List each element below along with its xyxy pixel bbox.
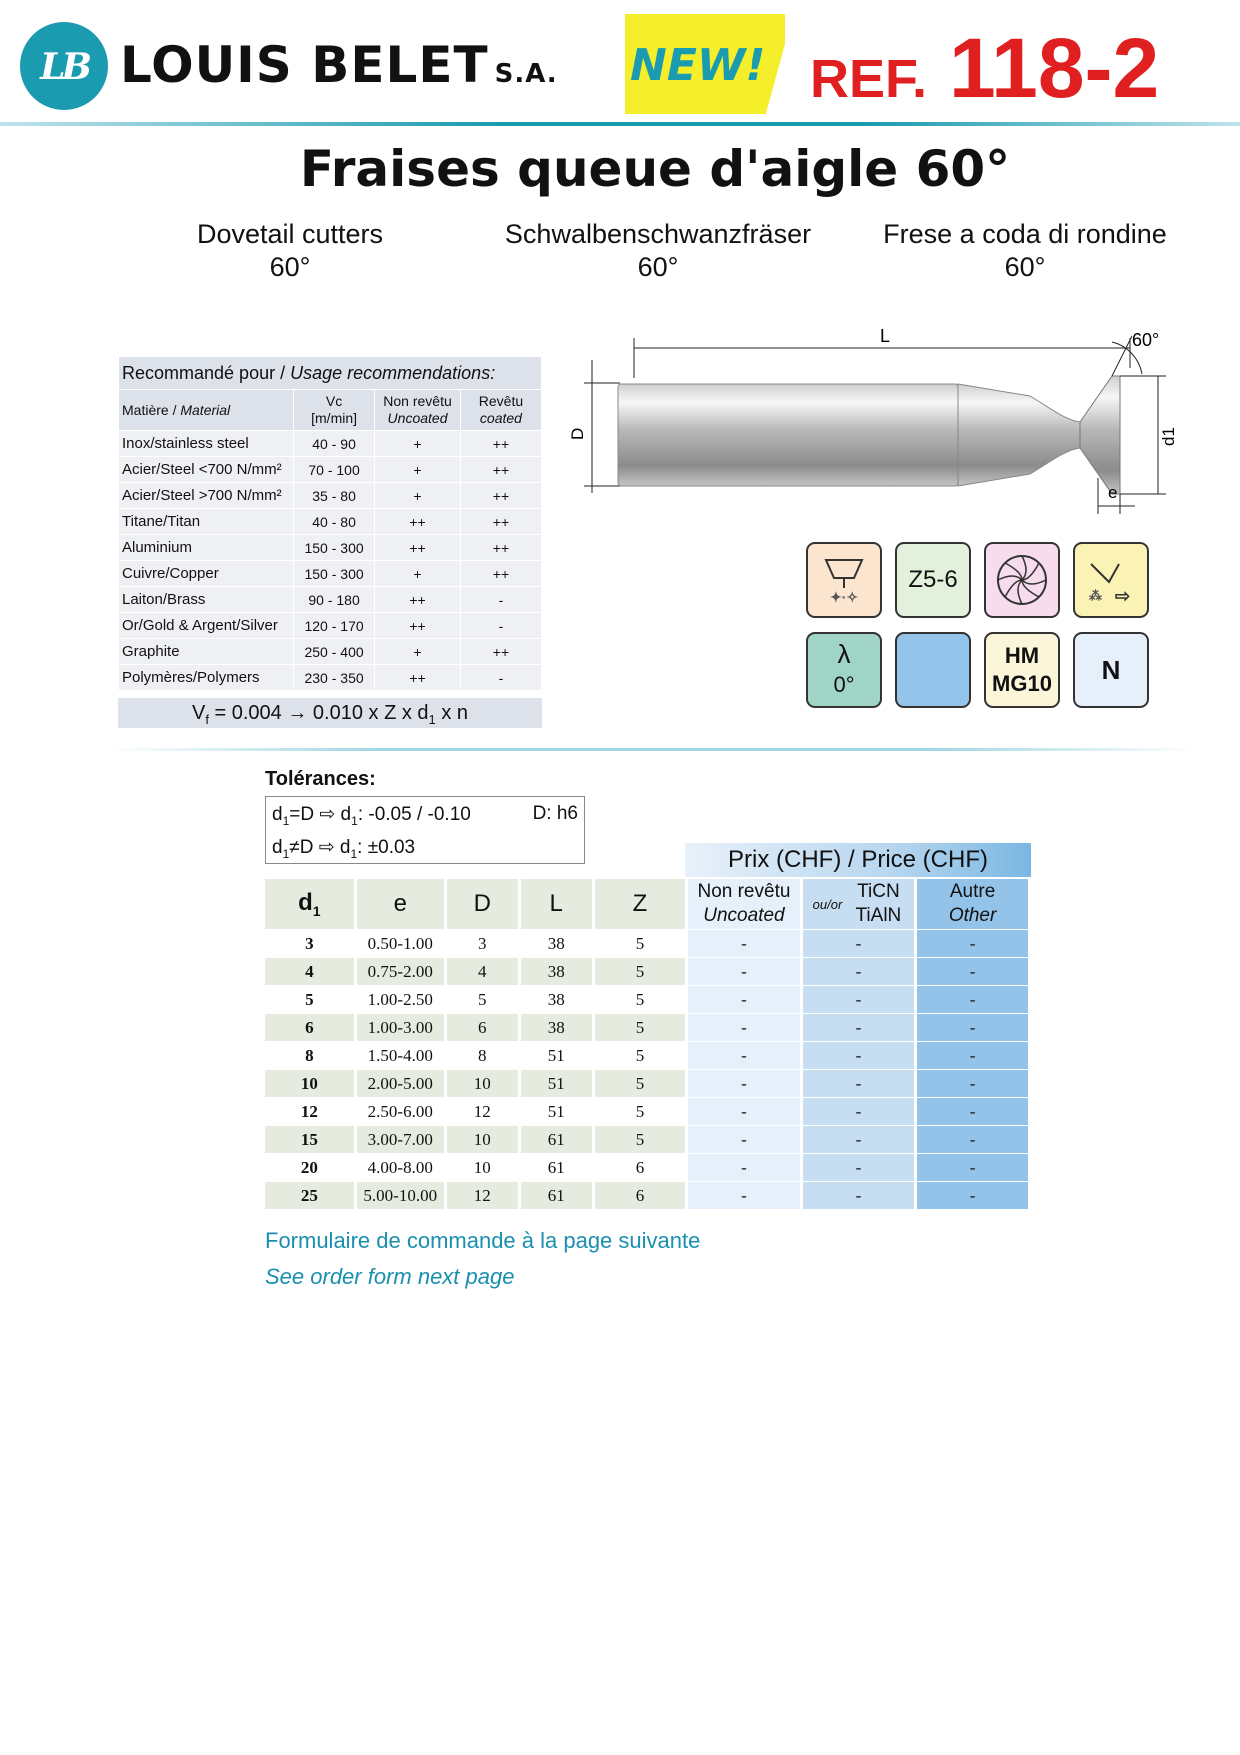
cell-price-uncoated: - (687, 1098, 801, 1126)
cell-price-other: - (916, 930, 1030, 958)
cell-e: 1.00-3.00 (355, 1014, 445, 1042)
order-form-note-fr: Formulaire de commande à la page suivante (265, 1228, 701, 1253)
carbide-grade-badge: HM MG10 (984, 632, 1060, 708)
usage-row (119, 561, 542, 587)
cell-price-uncoated: - (687, 1070, 801, 1098)
tolerances-box (265, 796, 585, 864)
cell-e: 2.00-5.00 (355, 1070, 445, 1098)
cell-d1: 3 (265, 930, 355, 958)
usage-vc: 150 - 300 (294, 561, 375, 587)
cell-Z: 6 (593, 1154, 687, 1182)
cell-Z: 5 (593, 958, 687, 986)
subtitle-english: Dovetail cutters 60° (196, 219, 384, 282)
svg-text:✦·✧: ✦·✧ (830, 589, 859, 605)
svg-text:⇨: ⇨ (1115, 586, 1131, 606)
usage-vc: 230 - 350 (294, 665, 375, 691)
cell-D: 4 (445, 958, 519, 986)
cell-Z: 5 (593, 930, 687, 958)
cell-D: 6 (445, 1014, 519, 1042)
usage-coated: ++ (460, 457, 541, 483)
cutter-shank (618, 384, 958, 486)
label-d1: d1 (1159, 427, 1178, 446)
usage-material: Cuivre/Copper (119, 561, 294, 587)
cell-price-coated: - (801, 1098, 916, 1126)
cell-D: 10 (445, 1154, 519, 1182)
header-e: e (355, 879, 445, 930)
cell-price-coated: - (801, 1014, 916, 1042)
cell-e: 5.00-10.00 (355, 1182, 445, 1210)
usage-material: Laiton/Brass (119, 587, 294, 613)
usage-vc: 70 - 100 (294, 457, 375, 483)
cell-price-other: - (916, 1154, 1030, 1182)
usage-material: Polymères/Polymers (119, 665, 294, 691)
usage-vc: 40 - 90 (294, 431, 375, 457)
usage-heading: Recommandé pour / Usage recommendations: (119, 357, 542, 390)
cell-price-uncoated: - (687, 1014, 801, 1042)
table-row (265, 1042, 1030, 1070)
page-title: Fraises queue d'aigle 60° (299, 140, 1011, 198)
usage-coated: ++ (460, 483, 541, 509)
usage-row (119, 431, 542, 457)
usage-uncoated: + (375, 431, 461, 457)
cell-price-coated: - (801, 1070, 916, 1098)
ref-number: 118-2 (949, 21, 1160, 115)
cell-L: 38 (519, 930, 593, 958)
cell-L: 61 (519, 1182, 593, 1210)
table-row (265, 1154, 1030, 1182)
cell-price-other: - (916, 1182, 1030, 1210)
cell-d1: 10 (265, 1070, 355, 1098)
brand-suffix: S.A. (494, 59, 558, 89)
label-angle: 60° (1132, 330, 1160, 350)
price-header: Prix (CHF) / Price (CHF) (685, 843, 1031, 877)
usage-row (119, 535, 542, 561)
usage-uncoated: ++ (375, 587, 461, 613)
usage-header-row: Matière / Material Vc [m/min] Non revêtu Uncoated Revêtu coated (119, 390, 542, 431)
usage-coated: - (460, 665, 541, 691)
table-row (265, 1098, 1030, 1126)
cell-e: 4.00-8.00 (355, 1154, 445, 1182)
cell-price-other: - (916, 1014, 1030, 1042)
usage-row (119, 639, 542, 665)
table-row (265, 1070, 1030, 1098)
usage-table (118, 356, 542, 691)
cell-L: 51 (519, 1098, 593, 1126)
header-D: D (445, 879, 519, 930)
cell-e: 2.50-6.00 (355, 1098, 445, 1126)
ref-label: REF. (810, 49, 928, 109)
dimensions-table (265, 879, 1031, 1210)
usage-vc: 40 - 80 (294, 509, 375, 535)
cell-D: 5 (445, 986, 519, 1014)
header-coated: ou/or TiCN TiAlN (801, 879, 916, 930)
cell-d1: 4 (265, 958, 355, 986)
cell-D: 12 (445, 1182, 519, 1210)
usage-vc: 120 - 170 (294, 613, 375, 639)
usage-coated: ++ (460, 509, 541, 535)
cell-e: 0.75-2.00 (355, 958, 445, 986)
cell-D: 10 (445, 1126, 519, 1154)
cell-Z: 6 (593, 1182, 687, 1210)
cell-Z: 5 (593, 1014, 687, 1042)
usage-material: Titane/Titan (119, 509, 294, 535)
cell-price-uncoated: - (687, 930, 801, 958)
cell-L: 61 (519, 1126, 593, 1154)
table-row (265, 1014, 1030, 1042)
cell-Z: 5 (593, 1098, 687, 1126)
section-divider (110, 748, 1200, 751)
tolerance-line-2: $d_1\ne D$ ⇨ $d_1$: ±0.03 (272, 837, 416, 861)
usage-coated: ++ (460, 431, 541, 457)
usage-coated: ++ (460, 535, 541, 561)
cell-e: 3.00-7.00 (355, 1126, 445, 1154)
coating-color-swatch (895, 632, 971, 708)
cell-d1: 8 (265, 1042, 355, 1070)
usage-material: Aluminium (119, 535, 294, 561)
spiral-flute-icon (984, 542, 1060, 618)
tolerance-line-1: $d_1=D$ ⇨ $d_1$: -0.05 / -0.10 (272, 804, 471, 828)
usage-uncoated: ++ (375, 613, 461, 639)
usage-vc: 35 - 80 (294, 483, 375, 509)
helix-angle-badge: λ 0° (806, 632, 882, 708)
reference (810, 20, 1159, 117)
cell-d1: 15 (265, 1126, 355, 1154)
cell-D: 8 (445, 1042, 519, 1070)
usage-coated: - (460, 613, 541, 639)
usage-vc: 90 - 180 (294, 587, 375, 613)
cell-Z: 5 (593, 1126, 687, 1154)
usage-uncoated: ++ (375, 665, 461, 691)
cell-Z: 5 (593, 1070, 687, 1098)
table-row (265, 930, 1030, 958)
cell-d1: 5 (265, 986, 355, 1014)
cell-d1: 20 (265, 1154, 355, 1182)
cell-L: 38 (519, 958, 593, 986)
subtitle-italian: Frese a coda di rondine 60° (883, 219, 1167, 282)
subtitle-german: Schwalbenschwanzfräser 60° (504, 219, 812, 282)
header-d1: $d_1$ (265, 879, 355, 930)
cell-price-coated: - (801, 958, 916, 986)
header-L: L (519, 879, 593, 930)
cell-L: 61 (519, 1154, 593, 1182)
label-L: L (880, 326, 891, 346)
cell-price-other: - (916, 1042, 1030, 1070)
cell-D: 10 (445, 1070, 519, 1098)
feed-formula: $V_f = 0.004 \to 0.010$ x Z x $d_1$ x n (118, 698, 542, 728)
cell-price-uncoated: - (687, 1182, 801, 1210)
usage-row (119, 483, 542, 509)
cell-price-other: - (916, 1098, 1030, 1126)
cell-price-other: - (916, 1070, 1030, 1098)
usage-uncoated: + (375, 483, 461, 509)
cell-price-other: - (916, 986, 1030, 1014)
header-Z: Z (593, 879, 687, 930)
cell-d1: 6 (265, 1014, 355, 1042)
usage-row (119, 587, 542, 613)
label-D: D (568, 427, 587, 440)
svg-text:⁂: ⁂ (1089, 588, 1102, 603)
usage-material: Or/Gold & Argent/Silver (119, 613, 294, 639)
usage-uncoated: + (375, 639, 461, 665)
usage-uncoated: + (375, 457, 461, 483)
logo-monogram: LB (40, 46, 88, 88)
cell-price-coated: - (801, 930, 916, 958)
header-other: Autre Other (916, 879, 1030, 930)
cell-Z: 5 (593, 986, 687, 1014)
cell-e: 1.50-4.00 (355, 1042, 445, 1070)
table-row (265, 958, 1030, 986)
cutter-neck (958, 384, 1080, 486)
cell-Z: 5 (593, 1042, 687, 1070)
usage-material: Graphite (119, 639, 294, 665)
cell-L: 38 (519, 986, 593, 1014)
usage-material: Acier/Steel >700 N/mm² (119, 483, 294, 509)
teeth-count-badge: Z5-6 (895, 542, 971, 618)
cell-price-coated: - (801, 1126, 916, 1154)
cell-price-other: - (916, 1126, 1030, 1154)
order-form-note-en: See order form next page (265, 1264, 515, 1289)
cell-price-coated: - (801, 986, 916, 1014)
usage-material: Acier/Steel <700 N/mm² (119, 457, 294, 483)
usage-vc: 250 - 400 (294, 639, 375, 665)
cell-price-other: - (916, 958, 1030, 986)
usage-uncoated: ++ (375, 535, 461, 561)
table-header-row (265, 879, 1030, 930)
cell-price-uncoated: - (687, 1154, 801, 1182)
cell-L: 38 (519, 1014, 593, 1042)
cell-e: 0.50-1.00 (355, 930, 445, 958)
usage-row (119, 457, 542, 483)
header-uncoated: Non revêtu Uncoated (687, 879, 801, 930)
label-e: e (1108, 483, 1118, 502)
cutter-type-badge: N (1073, 632, 1149, 708)
cell-e: 1.00-2.50 (355, 986, 445, 1014)
usage-uncoated: + (375, 561, 461, 587)
usage-uncoated: ++ (375, 509, 461, 535)
cell-price-uncoated: - (687, 1126, 801, 1154)
cell-price-uncoated: - (687, 986, 801, 1014)
usage-coated: - (460, 587, 541, 613)
tolerances-label: Tolérances: (265, 768, 376, 790)
cutter-head (1080, 376, 1120, 494)
usage-row (119, 509, 542, 535)
cell-L: 51 (519, 1070, 593, 1098)
usage-material: Inox/stainless steel (119, 431, 294, 457)
tolerance-shank: D: h6 (532, 803, 578, 824)
cutting-direction-icon (1073, 542, 1149, 618)
table-row (265, 1126, 1030, 1154)
cell-D: 3 (445, 930, 519, 958)
new-badge: NEW! (630, 40, 766, 91)
cell-price-coated: - (801, 1182, 916, 1210)
usage-vc: 150 - 300 (294, 535, 375, 561)
table-row (265, 1182, 1030, 1210)
machining-icon (806, 542, 882, 618)
usage-coated: ++ (460, 561, 541, 587)
table-row (265, 986, 1030, 1014)
cell-L: 51 (519, 1042, 593, 1070)
usage-coated: ++ (460, 639, 541, 665)
brand-name: LOUIS BELET S.A. (120, 36, 558, 94)
cell-price-uncoated: - (687, 1042, 801, 1070)
cell-price-coated: - (801, 1154, 916, 1182)
cell-d1: 25 (265, 1182, 355, 1210)
cell-d1: 12 (265, 1098, 355, 1126)
cell-price-uncoated: - (687, 958, 801, 986)
header-divider (0, 122, 1240, 126)
dovetail-cutter-drawing (560, 318, 1190, 518)
cell-price-coated: - (801, 1042, 916, 1070)
usage-row (119, 613, 542, 639)
usage-row (119, 665, 542, 691)
cell-D: 12 (445, 1098, 519, 1126)
